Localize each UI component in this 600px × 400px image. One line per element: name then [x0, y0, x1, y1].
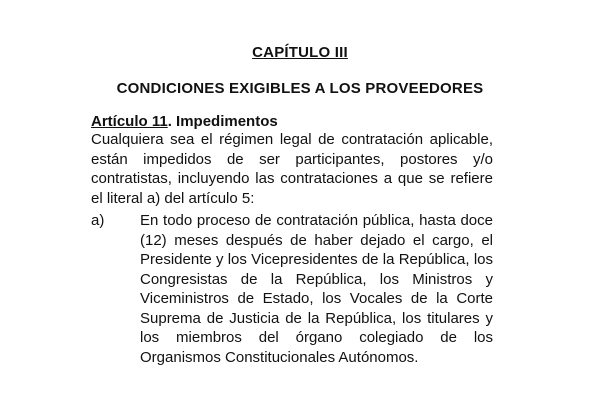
article-heading	[91, 113, 278, 130]
next-item-partial	[140, 363, 495, 371]
article-title: . Impedimentos	[167, 113, 278, 130]
next-item-partial-text	[140, 363, 495, 371]
chapter-heading: CAPÍTULO III	[252, 44, 348, 61]
list-item-text: En todo proceso de contratación pública, hasta doce (12) meses después de haber dejado el cargo, el Presidente y los Vicepresidentes de la República, los Congresistas de la República, los Ministros y Viceministros de Estado, los Vocales de la Corte Suprema de Justicia de la República, los titulares y los miembros del órgano colegiado de los Organismos Constitucionales Autónomos.	[140, 212, 493, 366]
intro-paragraph: Cualquiera sea el régimen legal de contratación aplicable, están impedidos de ser participantes, postores y/o contratistas, incluyendo las contrataciones a que se refiere el literal a) del artículo 5:	[91, 131, 493, 207]
article-number: Artículo 11	[91, 113, 168, 130]
section-title: CONDICIONES EXIGIBLES A LOS PROVEEDORES	[116, 80, 484, 97]
list-item-label: a)	[91, 212, 105, 229]
